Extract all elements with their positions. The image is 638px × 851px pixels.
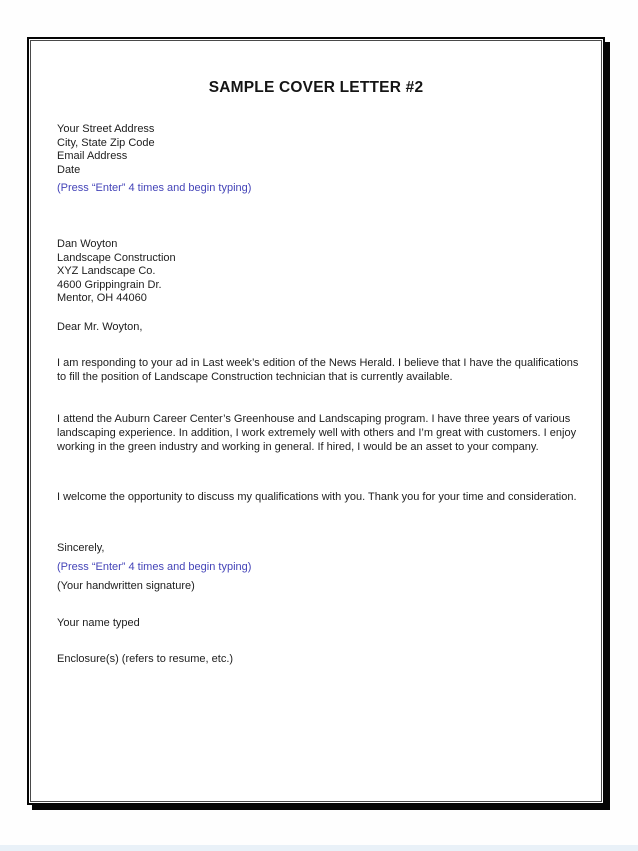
sender-email-line: Email Address [57, 150, 128, 162]
recipient-city-line: Mentor, OH 44060 [57, 292, 147, 304]
recipient-company-line: XYZ Landscape Co. [57, 265, 156, 277]
closing-word: Sincerely, [57, 542, 105, 554]
body-paragraph-3: I welcome the opportunity to discuss my qualifications with you. Thank you for your time and consideration. [57, 491, 577, 503]
recipient-dept-line: Landscape Construction [57, 251, 176, 264]
recipient-name-line: Dan Woyton [57, 238, 118, 250]
typed-name-placeholder: Your name typed [57, 617, 140, 629]
sender-street-line: Your Street Address [57, 123, 155, 135]
enclosure-note: Enclosure(s) (refers to resume, etc.) [57, 653, 234, 665]
sender-date-line: Date [57, 163, 81, 176]
typing-instruction-top: (Press “Enter” 4 times and begin typing) [57, 182, 252, 194]
recipient-address-block [57, 238, 577, 306]
sender-city-line: City, State Zip Code [57, 136, 155, 149]
letter-title: SAMPLE COVER LETTER #2 [208, 79, 424, 96]
salutation: Dear Mr. Woyton, [57, 321, 143, 333]
recipient-street-line: 4600 Grippingrain Dr. [57, 278, 162, 291]
handwritten-signature-note: (Your handwritten signature) [57, 580, 195, 592]
sender-address-block [57, 123, 577, 177]
body-paragraph-1: I am responding to your ad in Last week’s edition of the News Herald. I believe that I have the qualifications to fill the position of Landscape Construction technician that is currently available. [57, 357, 579, 383]
body-paragraph-2: I attend the Auburn Career Center’s Greenhouse and Landscaping program. I have three years of various landscaping experience. In addition, I work extremely well with others and I’m great with customers. I enjoy working in the green industry and working in general. If hired, I would be an asset to your company. [57, 413, 577, 453]
typing-instruction-bottom: (Press “Enter” 4 times and begin typing) [57, 561, 252, 573]
bottom-edge-strip [0, 845, 638, 851]
letter-page [27, 37, 605, 805]
